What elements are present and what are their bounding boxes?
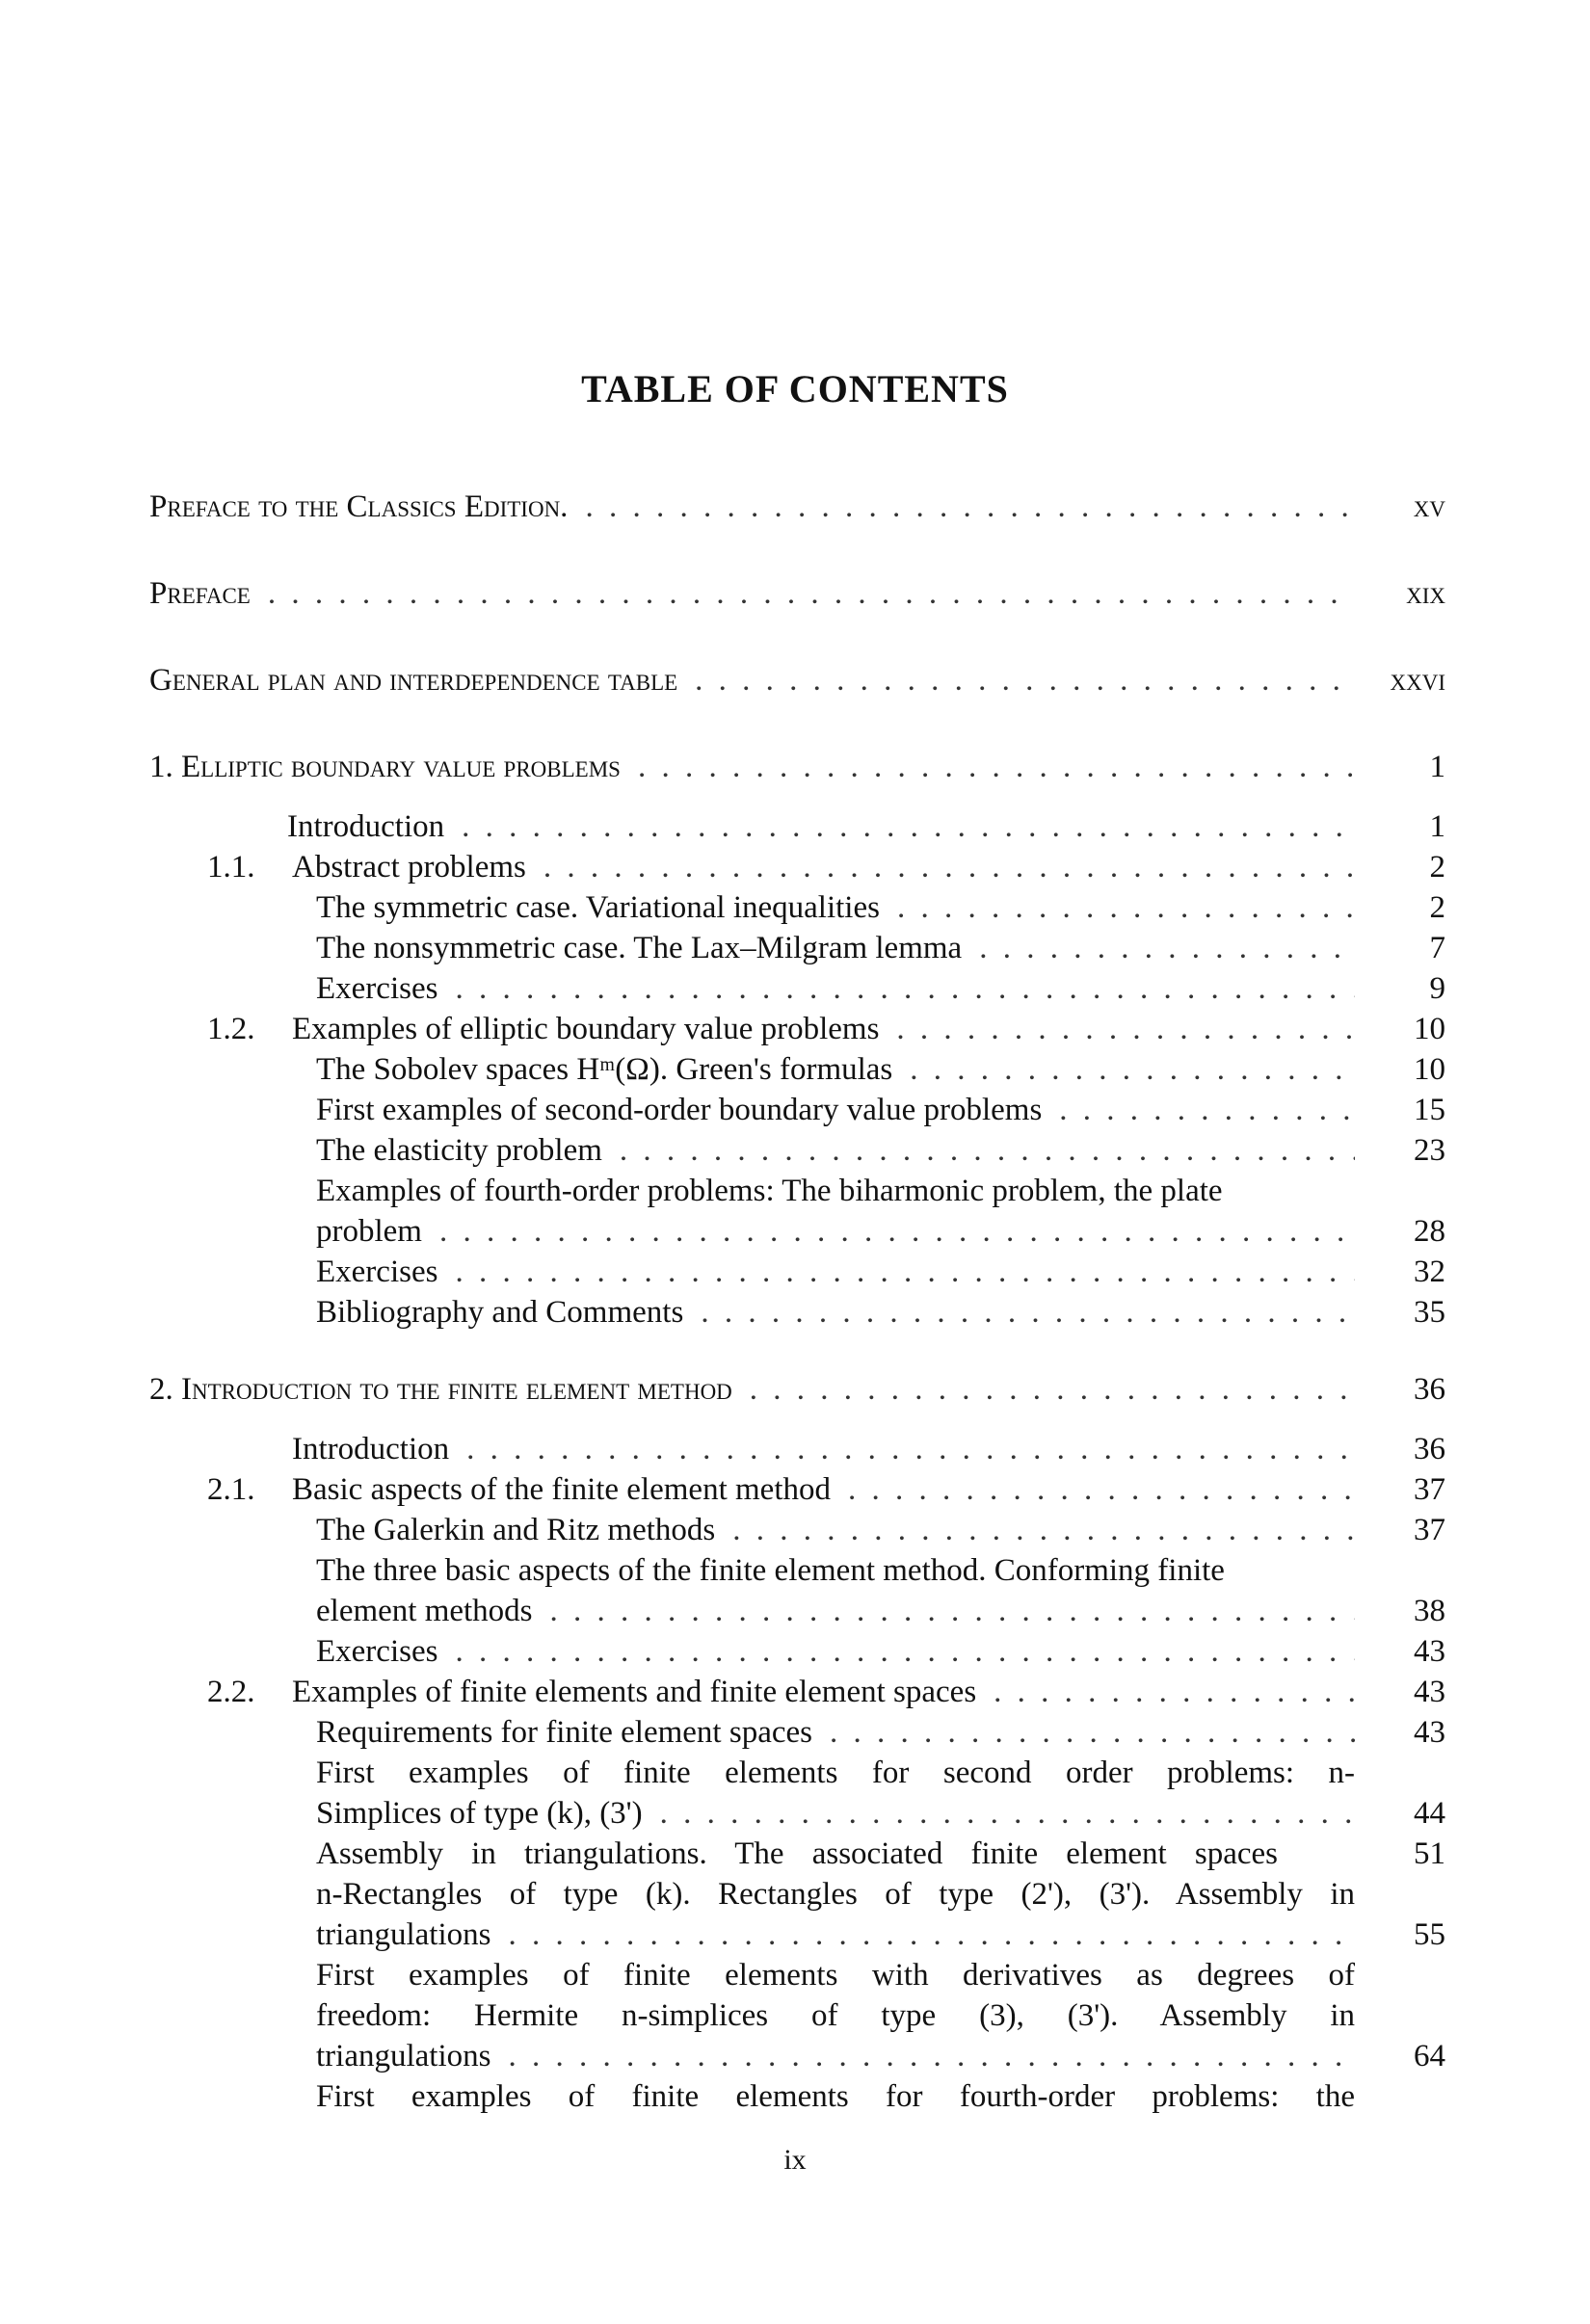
- toc-entry-title-continued: problem: [316, 1214, 422, 1249]
- toc-entry-page: 43: [1414, 1675, 1445, 1709]
- toc-entry-page: 10: [1414, 1052, 1445, 1087]
- toc-entry-page: 43: [1414, 1715, 1445, 1750]
- toc-entry-page: 36: [1414, 1372, 1445, 1407]
- toc-entry-page: xxvi: [1390, 663, 1445, 698]
- dot-leader: [830, 1712, 1355, 1753]
- dot-leader: [660, 1793, 1355, 1834]
- table-of-contents: [149, 487, 1445, 2117]
- toc-entry: [149, 1049, 1445, 1090]
- chapter-title: Elliptic boundary value problems: [181, 750, 621, 784]
- toc-entry-title: n-Rectangles of type (k). Rectangles of type (2'), (3'). Assembly in: [316, 1877, 1355, 1912]
- dot-leader: [994, 1672, 1355, 1712]
- section-number: 2.2.: [207, 1675, 255, 1709]
- dot-leader: [268, 573, 1355, 614]
- toc-entry: [149, 1510, 1445, 1550]
- section-number: 1.2.: [207, 1012, 255, 1046]
- toc-entry-title: The Galerkin and Ritz methods: [316, 1513, 716, 1547]
- dot-leader: [439, 1211, 1355, 1252]
- toc-entry-title-continued: element methods: [316, 1594, 533, 1628]
- toc-entry: [149, 968, 1445, 1009]
- toc-entry-page: 38: [1414, 1594, 1445, 1628]
- dot-leader: [701, 1292, 1355, 1333]
- dot-leader: [910, 1049, 1355, 1090]
- toc-entry-title-continued: freedom: Hermite n-simplices of type (3), (3'). Assembly in: [316, 1998, 1355, 2033]
- toc-entry-title: Assembly in triangulations. The associated finite element spaces: [316, 1836, 1278, 1871]
- toc-entry: [149, 1090, 1445, 1130]
- dot-leader: [695, 660, 1355, 700]
- toc-entry-title-continued: triangulations: [316, 1917, 491, 1952]
- toc-entry-page: 32: [1414, 1254, 1445, 1289]
- toc-entry-title: General plan and interdependence table: [149, 663, 678, 698]
- toc-entry-page: 15: [1414, 1093, 1445, 1127]
- toc-entry-page: 36: [1414, 1432, 1445, 1466]
- toc-entry-page: 37: [1414, 1472, 1445, 1507]
- page-number: ix: [783, 2144, 807, 2176]
- dot-leader: [455, 1252, 1355, 1292]
- toc-entry-page: 44: [1414, 1796, 1445, 1831]
- toc-entry-page: 43: [1414, 1634, 1445, 1669]
- toc-entry-title: First examples of finite elements for fourth-order problems: the: [316, 2079, 1355, 2114]
- toc-entry: [149, 1469, 1445, 1510]
- toc-entry: [149, 887, 1445, 928]
- toc-entry-title: First examples of finite elements with derivatives as degrees of: [316, 1958, 1355, 1993]
- toc-entry-title: Introduction: [292, 1432, 450, 1466]
- dot-leader: [543, 847, 1355, 887]
- toc-entry-title: Preface to the Classics Edition.: [149, 489, 569, 524]
- toc-entry: [149, 1955, 1445, 2076]
- dot-leader: [620, 1130, 1355, 1171]
- dot-leader: [750, 1369, 1355, 1410]
- section-number: 2.1.: [207, 1472, 255, 1507]
- toc-entry-title: The three basic aspects of the finite element method. Conforming finite: [316, 1553, 1225, 1588]
- toc-entry: [149, 1550, 1445, 1631]
- toc-entry: [149, 1292, 1445, 1333]
- dot-leader: [508, 1915, 1355, 1955]
- toc-entry-page: 2: [1429, 890, 1445, 925]
- toc-entry: [149, 928, 1445, 968]
- toc-entry-page: 23: [1414, 1133, 1445, 1168]
- toc-entry-page: 10: [1414, 1012, 1445, 1046]
- toc-entry-title: Basic aspects of the finite element method: [292, 1472, 831, 1507]
- toc-entry: [149, 1834, 1445, 1874]
- toc-entry-page: 55: [1414, 1917, 1445, 1952]
- toc-entry-title: [149, 747, 621, 787]
- toc-entry-title-continued: triangulations: [316, 2039, 491, 2073]
- dot-leader: [455, 1631, 1355, 1672]
- toc-entry-title: Requirements for finite element spaces: [316, 1715, 812, 1750]
- dot-leader: [848, 1469, 1355, 1510]
- toc-entry: [149, 487, 1445, 527]
- toc-entry-page: 7: [1429, 931, 1445, 965]
- toc-entry-page: xix: [1406, 576, 1445, 611]
- dot-leader: [897, 887, 1355, 928]
- toc-entry-title: Preface: [149, 576, 251, 611]
- dot-leader: [896, 1009, 1355, 1049]
- toc-entry-page: 64: [1414, 2039, 1445, 2073]
- toc-entry: [149, 1369, 1445, 1410]
- dot-leader: [585, 487, 1355, 527]
- dot-leader: [462, 806, 1355, 847]
- dot-leader: [979, 928, 1355, 968]
- dot-leader: [638, 747, 1355, 787]
- toc-entry-page: xv: [1413, 489, 1445, 524]
- toc-entry-title: The symmetric case. Variational inequalities: [316, 890, 880, 925]
- chapter-number: 1.: [149, 750, 173, 784]
- toc-entry-title: First examples of second-order boundary value problems: [316, 1093, 1043, 1127]
- toc-entry: [149, 1874, 1445, 1955]
- toc-entry-title: Abstract problems: [292, 850, 526, 885]
- dot-leader: [732, 1510, 1355, 1550]
- toc-entry: [149, 1171, 1445, 1252]
- page-title: TABLE OF CONTENTS: [581, 367, 1009, 410]
- toc-entry-title: Examples of elliptic boundary value problems: [292, 1012, 880, 1046]
- toc-entry: [149, 1672, 1445, 1712]
- dot-leader: [466, 1429, 1355, 1469]
- dot-leader: [1059, 1090, 1355, 1130]
- dot-leader: [550, 1591, 1355, 1631]
- toc-entry-page: 37: [1414, 1513, 1445, 1547]
- toc-entry-title: [149, 1369, 732, 1410]
- toc-entry: [149, 1252, 1445, 1292]
- toc-entry-page: 51: [1414, 1836, 1445, 1871]
- toc-entry: [149, 573, 1445, 614]
- toc-entry: [149, 1009, 1445, 1049]
- toc-entry-title: The elasticity problem: [316, 1133, 602, 1168]
- toc-entry: [149, 660, 1445, 700]
- toc-entry-page: 28: [1414, 1214, 1445, 1249]
- toc-entry: [149, 806, 1445, 847]
- toc-entry: [149, 1631, 1445, 1672]
- toc-entry-title: Exercises: [316, 1254, 438, 1289]
- chapter-number: 2.: [149, 1372, 173, 1407]
- toc-entry-title: Exercises: [316, 971, 438, 1006]
- toc-entry: [149, 747, 1445, 787]
- toc-entry-title: Exercises: [316, 1634, 438, 1669]
- toc-entry-title: Bibliography and Comments: [316, 1295, 684, 1330]
- toc-entry-page: 35: [1414, 1295, 1445, 1330]
- toc-entry-page: 1: [1429, 809, 1445, 844]
- toc-entry-title: First examples of finite elements for second order problems: n-: [316, 1756, 1355, 1790]
- toc-entry-page: 9: [1429, 971, 1445, 1006]
- toc-entry: [149, 1712, 1445, 1753]
- toc-entry-title: The nonsymmetric case. The Lax–Milgram lemma: [316, 931, 963, 965]
- dot-leader: [508, 2036, 1355, 2076]
- toc-entry-title: Examples of finite elements and finite element spaces: [292, 1675, 977, 1709]
- dot-leader: [455, 968, 1355, 1009]
- section-number: 1.1.: [207, 850, 255, 885]
- toc-entry-page: 2: [1429, 850, 1445, 885]
- toc-entry: [149, 847, 1445, 887]
- toc-entry: [149, 1753, 1445, 1834]
- toc-entry: [149, 1130, 1445, 1171]
- toc-entry-title: The Sobolev spaces Hᵐ(Ω). Green's formulas: [316, 1052, 893, 1087]
- toc-entry-title: Introduction: [287, 809, 445, 844]
- toc-entry-title: Examples of fourth-order problems: The biharmonic problem, the plate: [316, 1174, 1223, 1208]
- toc-entry: [149, 1429, 1445, 1469]
- toc-entry-title-continued: Simplices of type (k), (3'): [316, 1796, 643, 1831]
- toc-entry-page: 1: [1429, 750, 1445, 784]
- toc-entry: [149, 2076, 1445, 2117]
- chapter-title: Introduction to the finite element method: [181, 1372, 732, 1407]
